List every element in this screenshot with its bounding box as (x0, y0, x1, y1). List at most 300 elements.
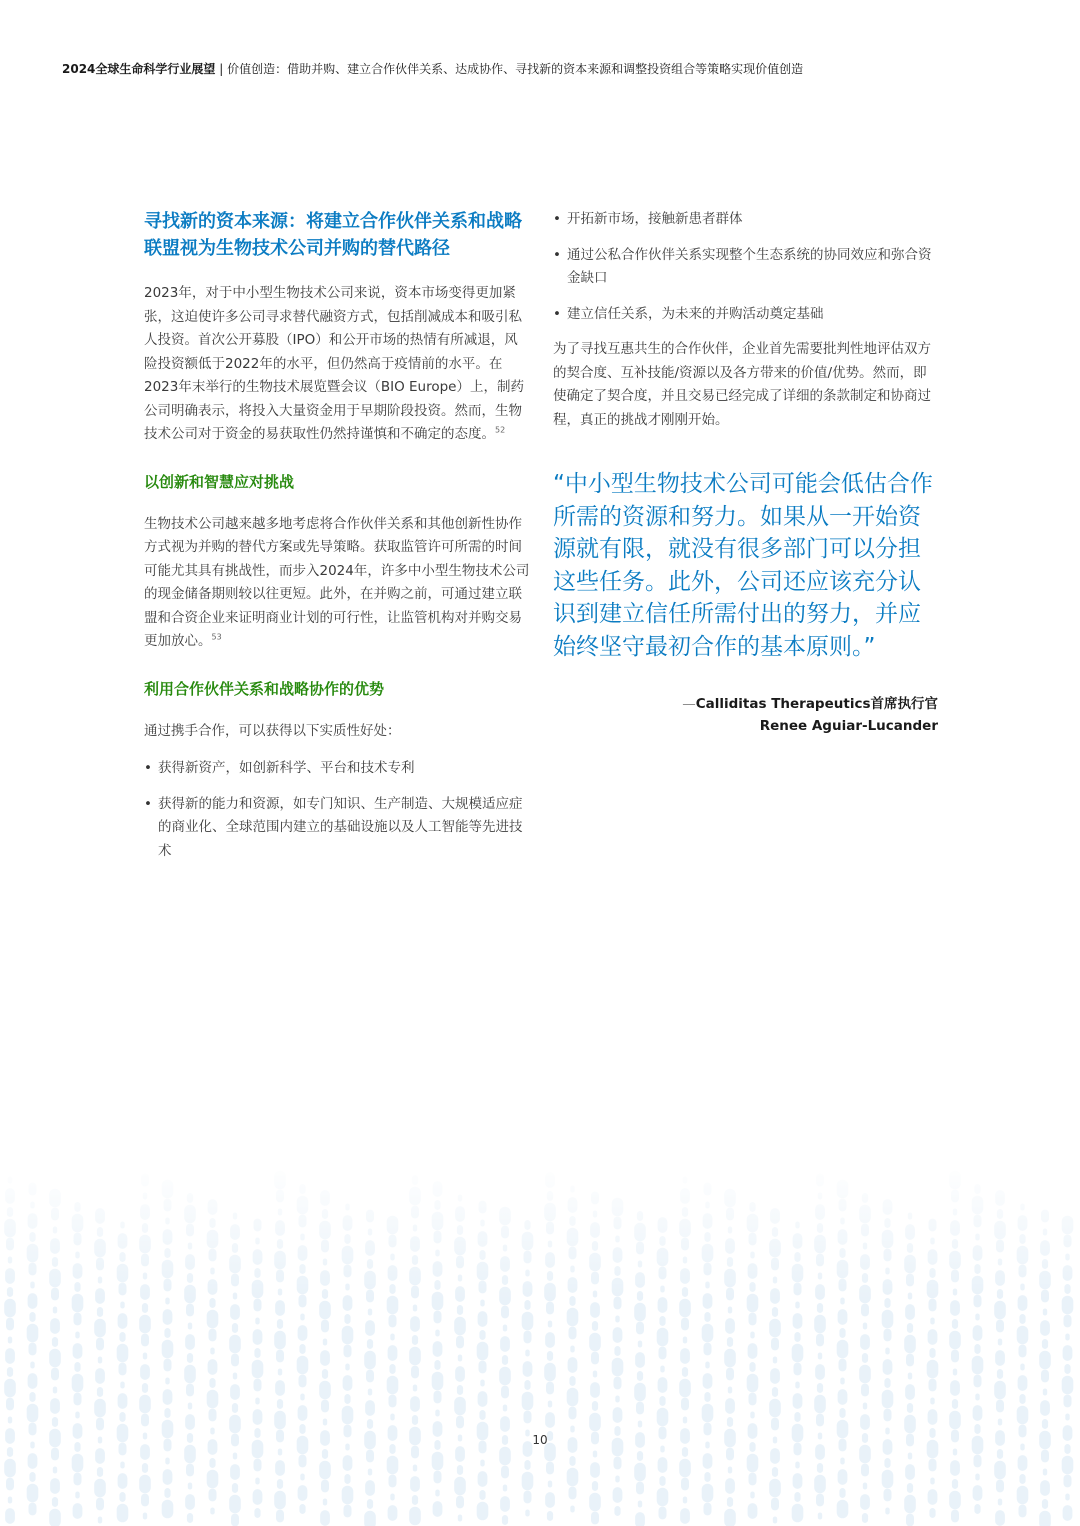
pattern-dot (117, 1504, 129, 1523)
pattern-dot (795, 1381, 799, 1388)
pattern-dot (884, 1489, 892, 1502)
pattern-dot (276, 1510, 284, 1523)
pattern-dot (98, 1356, 102, 1363)
pattern-dot (593, 1370, 597, 1377)
pattern-dot (433, 1341, 443, 1357)
pattern-dot (411, 1366, 419, 1379)
pattern-dot (345, 1363, 349, 1370)
pattern-dot (793, 1313, 803, 1329)
pattern-dot (74, 1362, 80, 1372)
pattern-dot (772, 1467, 778, 1477)
pattern-dot (1062, 1376, 1074, 1395)
bullet-icon: • (144, 760, 152, 776)
list-item: • 获得新资产，如创新科学、平台和技术专利 (144, 757, 530, 781)
pattern-dot (254, 1508, 260, 1518)
pattern-dot (658, 1457, 668, 1473)
pattern-dot (613, 1487, 623, 1503)
pattern-dot (143, 1512, 147, 1519)
pattern-dot (635, 1512, 645, 1526)
pattern-dot (681, 1398, 689, 1411)
pattern-dot (389, 1315, 397, 1328)
pattern-dot (165, 1457, 169, 1464)
pattern-dot (636, 1482, 644, 1495)
pattern-dot (1040, 1320, 1050, 1336)
pattern-dot (615, 1395, 619, 1402)
pattern-dot (615, 1315, 619, 1322)
bullet-icon: • (144, 795, 152, 812)
pattern-dot (951, 1510, 959, 1523)
pattern-dot (1063, 1505, 1073, 1521)
pattern-dot (907, 1403, 913, 1413)
pattern-dot (950, 1380, 960, 1396)
section-title: 寻找新的资本来源：将建立合作伙伴关系和战略联盟视为生物技术公司并购的替代路径 (144, 211, 522, 259)
pattern-dot (6, 1318, 14, 1331)
pattern-dot (210, 1347, 214, 1354)
pattern-dot (479, 1361, 487, 1374)
pattern-dot (1065, 1493, 1069, 1500)
pattern-dot (1017, 1486, 1029, 1505)
pattern-dot (188, 1482, 192, 1489)
pattern-dot (74, 1473, 82, 1486)
pattern-dot (749, 1313, 757, 1326)
right-column (553, 208, 938, 737)
pattern-dot (748, 1503, 758, 1519)
pattern-dot (368, 1388, 372, 1395)
pattern-dot (1042, 1419, 1048, 1429)
pattern-dot (1019, 1314, 1025, 1324)
pattern-dot (634, 1383, 646, 1402)
pattern-dot (589, 1413, 601, 1432)
pattern-dot (725, 1398, 735, 1414)
pattern-dot (545, 1412, 555, 1428)
pattern-dot (458, 1354, 462, 1361)
pattern-dot (210, 1507, 214, 1514)
pattern-dot (300, 1473, 304, 1480)
pattern-dot (75, 1331, 79, 1338)
pattern-dot (141, 1414, 149, 1427)
pattern-dot (885, 1507, 889, 1514)
pattern-dot (679, 1299, 691, 1318)
pattern-dot (769, 1479, 781, 1498)
pattern-dot (772, 1307, 778, 1317)
pattern-dot (27, 1404, 39, 1423)
pattern-dot (435, 1489, 439, 1496)
list-item: • 开拓新市场，接触新患者群体 (553, 208, 938, 232)
pattern-dot (930, 1477, 934, 1484)
pattern-dot (229, 1495, 241, 1514)
pattern-dot (904, 1495, 916, 1514)
pattern-dot (479, 1490, 485, 1500)
pattern-dot (974, 1504, 980, 1514)
pattern-dot (207, 1470, 219, 1489)
pattern-dot (815, 1364, 825, 1380)
pattern-dot (614, 1457, 622, 1470)
pattern-dot (771, 1498, 779, 1511)
pattern-dot (592, 1481, 598, 1491)
pattern-dot (322, 1369, 328, 1379)
pattern-dot (928, 1329, 938, 1345)
pattern-dot (904, 1415, 916, 1434)
pattern-dot (724, 1509, 736, 1526)
pattern-dot (681, 1318, 689, 1331)
pattern-dot (1017, 1326, 1029, 1345)
pattern-dot (389, 1475, 397, 1488)
pattern-dot (119, 1332, 125, 1342)
pattern-dot (52, 1337, 58, 1347)
pattern-dot (4, 1459, 16, 1478)
pattern-dot (1043, 1308, 1047, 1315)
pattern-dot (207, 1310, 219, 1329)
pattern-dot (750, 1411, 754, 1418)
pattern-dot (434, 1471, 442, 1484)
pattern-dot (164, 1328, 170, 1338)
pattern-dot (998, 1498, 1002, 1505)
pattern-dot (659, 1476, 665, 1486)
pattern-dot (839, 1408, 845, 1418)
pattern-dot (229, 1415, 241, 1434)
pattern-dot (29, 1312, 35, 1322)
pattern-dot (388, 1505, 398, 1521)
pattern-dot (590, 1382, 600, 1398)
pattern-dot (636, 1322, 644, 1335)
advantages-intro: 通过携手合作，可以获得以下实质性好处： (144, 722, 401, 739)
pattern-dot (321, 1320, 329, 1333)
bullet-icon: • (553, 246, 561, 263)
pattern-dot (1064, 1315, 1072, 1328)
pattern-dot (323, 1338, 327, 1345)
pattern-dot (29, 1392, 35, 1402)
pattern-dot (209, 1409, 217, 1422)
pattern-dot (929, 1299, 937, 1312)
pattern-dot (816, 1494, 824, 1507)
pattern-dot (28, 1453, 38, 1469)
pattern-dot (817, 1303, 823, 1313)
pattern-dot (207, 1390, 219, 1409)
pattern-dot (1040, 1400, 1050, 1416)
pattern-dot (186, 1464, 194, 1477)
pattern-dot (185, 1334, 195, 1350)
pattern-dot (545, 1492, 555, 1508)
pattern-dot (209, 1329, 217, 1342)
pattern-dot (634, 1463, 646, 1482)
pattern-dot (1062, 1456, 1074, 1475)
pattern-dot (795, 1461, 799, 1468)
pattern-dot (1064, 1364, 1070, 1374)
pattern-dot (996, 1400, 1004, 1413)
pattern-dot (769, 1399, 781, 1418)
pattern-dot (142, 1463, 148, 1473)
pattern-dot (387, 1376, 399, 1395)
pattern-dot (477, 1502, 489, 1521)
pattern-dot (500, 1496, 510, 1512)
pattern-dot (1042, 1499, 1048, 1509)
pattern-dot (319, 1381, 331, 1400)
subsection-title-innovation: 以创新和智慧应对挑战 (144, 472, 295, 491)
pattern-dot (524, 1491, 532, 1504)
pattern-dot (818, 1512, 822, 1519)
pattern-dot (50, 1398, 60, 1414)
pattern-dot (412, 1415, 418, 1425)
pattern-dot (344, 1345, 352, 1358)
pattern-dot (254, 1299, 262, 1312)
pattern-dot (570, 1345, 574, 1352)
pattern-dot (120, 1301, 124, 1308)
pattern-dot (478, 1471, 488, 1487)
pattern-dot (274, 1411, 286, 1430)
pattern-dot (187, 1353, 193, 1363)
pattern-dot (702, 1484, 714, 1503)
pattern-dot (1019, 1345, 1027, 1358)
pattern-dot (951, 1350, 959, 1363)
pattern-dot (366, 1450, 374, 1463)
pattern-dot (503, 1324, 507, 1331)
pattern-dot (975, 1473, 979, 1480)
pattern-dot (275, 1300, 285, 1316)
pattern-dot (792, 1344, 804, 1363)
pattern-dot (435, 1329, 439, 1336)
pattern-dot (343, 1375, 353, 1391)
pattern-dot (118, 1393, 128, 1409)
pattern-dot (298, 1485, 308, 1501)
pattern-dot (141, 1334, 149, 1347)
pattern-dot (882, 1390, 894, 1409)
pattern-dot (748, 1343, 758, 1359)
pattern-dot (118, 1313, 128, 1329)
pattern-dot (478, 1391, 488, 1407)
pattern-dot (840, 1457, 844, 1464)
pattern-dot (702, 1404, 714, 1423)
benefits-list-left (144, 757, 530, 863)
pattern-dot (973, 1485, 983, 1501)
pattern-dot (344, 1314, 350, 1324)
pattern-dot (998, 1338, 1002, 1345)
pattern-dot (728, 1386, 732, 1393)
pattern-dot (929, 1508, 935, 1518)
pattern-dot (683, 1336, 687, 1343)
pattern-dot (165, 1377, 169, 1384)
pattern-dot (297, 1356, 309, 1375)
pattern-dot (230, 1464, 240, 1480)
pattern-dot (905, 1304, 915, 1320)
pattern-dot (1039, 1351, 1051, 1370)
pattern-dot (53, 1306, 57, 1313)
pattern-dot (412, 1335, 418, 1345)
pattern-dot (390, 1413, 394, 1420)
pattern-dot (817, 1383, 823, 1393)
page-header (62, 61, 1022, 77)
pattern-dot (51, 1368, 59, 1381)
pattern-dot (612, 1358, 624, 1377)
pattern-dot (726, 1368, 734, 1381)
attribution-name: Renee Aguiar-Lucander (759, 718, 938, 734)
pattern-dot (119, 1363, 127, 1376)
pattern-dot (524, 1300, 530, 1310)
pattern-dot (94, 1479, 106, 1498)
pattern-dot (188, 1322, 192, 1329)
pattern-dot (321, 1400, 329, 1413)
pattern-dot (659, 1396, 665, 1406)
pattern-dot (1019, 1394, 1025, 1404)
pattern-dot (454, 1317, 466, 1336)
subsection-title-advantages: 利用合作伙伴关系和战略协作的优势 (144, 679, 385, 698)
pattern-dot (300, 1313, 304, 1320)
pattern-dot (142, 1303, 148, 1313)
pattern-dot (409, 1347, 421, 1366)
pattern-dot (164, 1408, 170, 1418)
pattern-dot (342, 1406, 354, 1425)
pattern-dot (118, 1473, 128, 1489)
pattern-dot (320, 1350, 330, 1366)
pattern-dot (728, 1306, 732, 1313)
pattern-dot (548, 1480, 552, 1487)
pattern-dot (635, 1352, 645, 1368)
pattern-dot (73, 1343, 83, 1359)
pattern-dot (368, 1468, 372, 1475)
pattern-dot (792, 1504, 804, 1523)
pattern-dot (186, 1384, 194, 1397)
pattern-dot (208, 1359, 218, 1375)
pattern-dot (545, 1332, 555, 1348)
pattern-dot (883, 1359, 893, 1375)
pattern-dot (860, 1334, 870, 1350)
pattern-dot (859, 1365, 871, 1384)
pattern-dot (188, 1402, 192, 1409)
pattern-dot (433, 1501, 443, 1517)
pattern-dot (139, 1395, 151, 1414)
pattern-dot (953, 1448, 957, 1455)
pattern-dot (546, 1462, 554, 1475)
attribution-dash: — (682, 696, 696, 712)
pattern-dot (614, 1346, 620, 1356)
pattern-dot (704, 1472, 710, 1482)
pattern-dot (591, 1512, 599, 1525)
pattern-dot (458, 1514, 462, 1521)
pattern-dot (546, 1302, 554, 1315)
pattern-dot (657, 1328, 669, 1347)
pattern-dot (232, 1403, 238, 1413)
pattern-dot (456, 1416, 464, 1429)
pattern-dot (232, 1323, 238, 1333)
pattern-dot (522, 1392, 534, 1411)
pattern-dot (75, 1491, 79, 1498)
pattern-dot (162, 1340, 174, 1359)
pattern-dot (681, 1478, 689, 1491)
pattern-dot (434, 1360, 440, 1370)
pattern-dot (682, 1447, 688, 1457)
pattern-dot (413, 1304, 417, 1311)
pattern-dot (747, 1454, 759, 1473)
pattern-dot (613, 1407, 623, 1423)
pattern-dot (457, 1385, 463, 1395)
pattern-dot (503, 1484, 507, 1491)
pattern-dot (500, 1336, 510, 1352)
pattern-dot (882, 1310, 894, 1329)
pattern-dot (364, 1511, 376, 1526)
pattern-dot (298, 1405, 308, 1421)
pattern-dot (547, 1351, 553, 1361)
pattern-dot (838, 1469, 848, 1485)
pattern-dot (434, 1391, 442, 1404)
pattern-dot (885, 1347, 889, 1354)
pattern-dot (499, 1447, 511, 1466)
pattern-dot (255, 1317, 259, 1324)
pattern-dot (412, 1495, 418, 1505)
pattern-dot (456, 1336, 464, 1349)
pattern-dot (119, 1492, 125, 1502)
report-subtitle: 价值创造：借助并购、建立合作伙伴关系、达成协作、寻找新的资本来源和调整投资组合等策略实现价值创造 (227, 62, 804, 76)
pattern-dot (233, 1452, 237, 1459)
pattern-dot (342, 1326, 354, 1345)
pattern-dot (569, 1327, 577, 1340)
pattern-dot (275, 1380, 285, 1396)
pattern-dot (164, 1359, 172, 1372)
pattern-dot (49, 1349, 61, 1368)
pattern-dot (568, 1357, 578, 1373)
pattern-dot (570, 1425, 574, 1432)
intro-paragraph (144, 282, 530, 447)
pattern-dot (501, 1386, 509, 1399)
pattern-dot (726, 1448, 734, 1461)
pattern-dot (230, 1384, 240, 1400)
pattern-dot (882, 1470, 894, 1489)
pattern-dot (502, 1355, 508, 1365)
pattern-dot (747, 1374, 759, 1393)
pattern-dot (794, 1412, 800, 1422)
pattern-dot (682, 1367, 688, 1377)
pattern-dot (30, 1361, 34, 1368)
pattern-dot (591, 1352, 599, 1365)
pattern-dot (772, 1387, 778, 1397)
pattern-dot (524, 1380, 530, 1390)
pattern-dot (907, 1323, 913, 1333)
pattern-dot (413, 1464, 417, 1471)
pattern-dot (1065, 1413, 1069, 1420)
pattern-dot (929, 1379, 937, 1392)
pattern-dot (1041, 1370, 1049, 1383)
pattern-dot (861, 1304, 869, 1317)
pattern-dot (389, 1395, 397, 1408)
pattern-dot (365, 1320, 375, 1336)
pattern-dot (277, 1479, 283, 1489)
pattern-dot (344, 1474, 350, 1484)
pattern-dot (319, 1301, 331, 1320)
pattern-dot (435, 1409, 439, 1416)
pattern-dot (479, 1410, 485, 1420)
pattern-dot (185, 1494, 195, 1510)
pattern-dot (480, 1379, 484, 1386)
pattern-dot (53, 1466, 57, 1473)
pattern-dot (861, 1464, 869, 1477)
pattern-dot (725, 1318, 735, 1334)
pattern-dot (840, 1377, 844, 1384)
pattern-dot (860, 1494, 870, 1510)
footnote-ref: 53 (211, 632, 222, 642)
pattern-dot (703, 1453, 713, 1469)
innovation-paragraph (144, 513, 530, 654)
pattern-dot (275, 1460, 285, 1476)
pattern-dot (94, 1399, 106, 1418)
pattern-dot (524, 1460, 530, 1470)
pattern-dot (974, 1344, 980, 1354)
pattern-dot (253, 1409, 263, 1425)
pattern-dot (569, 1487, 577, 1500)
pattern-dot (703, 1373, 713, 1389)
pattern-dot (929, 1459, 937, 1472)
pattern-dot (995, 1510, 1005, 1526)
pattern-dot (567, 1388, 579, 1407)
pattern-dot (861, 1384, 869, 1397)
pattern-dot (50, 1478, 60, 1494)
